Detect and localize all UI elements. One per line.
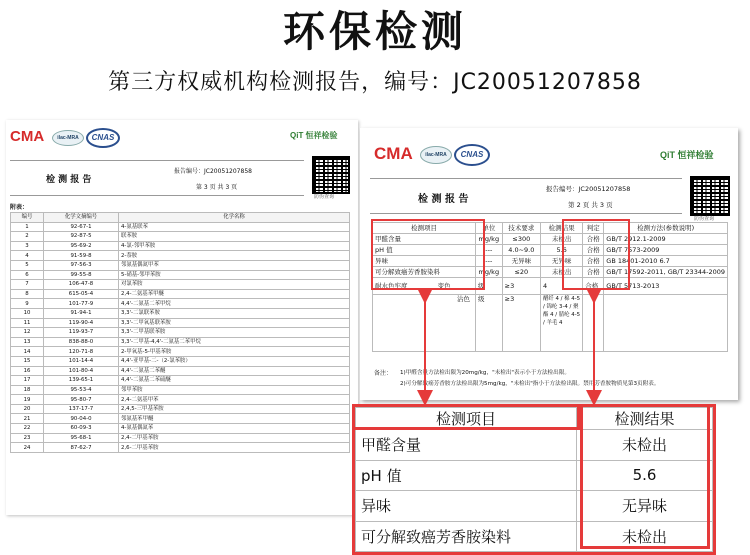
table-cell: 119-93-7	[44, 328, 119, 338]
table-cell: 2	[11, 232, 44, 242]
table-cell: 101-77-9	[44, 299, 119, 309]
col-header-result: 检测结果	[541, 223, 583, 234]
table-cell: 可分解致癌芳香胺染料	[373, 267, 476, 278]
table-cell: 8	[11, 289, 44, 299]
table-cell: 4	[11, 251, 44, 261]
colorfast-item: 耐水色牢度 变色	[373, 278, 476, 295]
note-2: 2)可分解致癌芳香胺方法检出限为5mg/kg，"未检出"指小于方法检出限。禁用芳香胺物质见第3页附表。	[400, 381, 660, 387]
table-cell: 邻氨基苯甲醚	[119, 414, 350, 424]
table-cell: 92-67-1	[44, 222, 119, 232]
table-cell: 60-09-3	[44, 424, 119, 434]
table-cell: GB/T 7573-2009	[604, 245, 728, 256]
table-cell: 无异味	[541, 256, 583, 267]
table-cell: 5.6	[541, 245, 583, 256]
table-cell: 95-68-1	[44, 433, 119, 443]
col-header-item: 检测项目	[373, 223, 476, 234]
table-cell: 17	[11, 376, 44, 386]
table-cell: 101-80-4	[44, 366, 119, 376]
qr-caption: 防伪查询	[694, 216, 715, 222]
table-cell: 无异味	[577, 491, 713, 522]
table-cell: 对氯苯胺	[119, 280, 350, 290]
table-cell: 合格	[583, 234, 604, 245]
table-cell: 95-80-7	[44, 395, 119, 405]
table-cell: 95-69-2	[44, 241, 119, 251]
table-cell: 合格	[583, 256, 604, 267]
table-cell: 6	[11, 270, 44, 280]
table-cell: 4-氨基偶氮苯	[119, 424, 350, 434]
table-cell: 101-14-4	[44, 356, 119, 366]
table-cell: 4-氯-邻甲苯胺	[119, 241, 350, 251]
table-cell: 139-65-1	[44, 376, 119, 386]
table-cell: 2,4-二氨基甲苯	[119, 395, 350, 405]
table-cell: 4-氨基联苯	[119, 222, 350, 232]
qr-caption: 防伪查询	[314, 194, 335, 200]
table-cell: 邻甲苯胺	[119, 385, 350, 395]
col-header-verdict: 判定	[583, 223, 604, 234]
table-cell: 可分解致癌芳香胺染料	[356, 521, 577, 552]
table-cell: 2,6-二甲基苯胺	[119, 443, 350, 453]
table-cell: mg/kg	[475, 234, 502, 245]
table-cell: 2,4-二氨基苯甲醚	[119, 289, 350, 299]
report-number: 报告编号：JC20051207858	[546, 185, 631, 193]
table-cell: ≤20	[502, 267, 540, 278]
table-cell: 未检出	[577, 430, 713, 461]
table-cell: 1	[11, 222, 44, 232]
table-cell: 120-71-8	[44, 347, 119, 357]
table-row: 耐水色牢度 变色 级 ≥3 4 合格 GB/T 5713-2013	[373, 278, 728, 295]
table-cell: ---	[475, 245, 502, 256]
table-cell: 异味	[373, 256, 476, 267]
table-cell: 14	[11, 347, 44, 357]
col-header-no: 编号	[11, 213, 44, 223]
cma-logo: CMA	[374, 144, 413, 163]
table-cell: 2,4,5-三甲基苯胺	[119, 404, 350, 414]
report-title: 检 测 报 告	[46, 175, 92, 185]
table-cell: pH 值	[373, 245, 476, 256]
qit-logo: QiT 恒祥检验	[290, 131, 338, 140]
table-cell: 13	[11, 337, 44, 347]
zoom-results-column-box	[580, 404, 710, 549]
table-cell: 19	[11, 395, 44, 405]
table-cell: 甲醛含量	[356, 430, 577, 461]
table-cell: 95-53-4	[44, 385, 119, 395]
table-cell: 无异味	[502, 256, 540, 267]
table-cell: 91-59-8	[44, 251, 119, 261]
table-cell: 24	[11, 443, 44, 453]
table-cell: 15	[11, 356, 44, 366]
ilac-logo: ilac-MRA	[420, 146, 452, 164]
table-cell: 11	[11, 318, 44, 328]
table-cell: 3,3'-二甲基联苯胺	[119, 328, 350, 338]
table-cell: 5.6	[577, 460, 713, 491]
table-cell: 2,4-二甲基苯胺	[119, 433, 350, 443]
table-cell: 4,4'-亚甲基-二-（2-氯苯胺）	[119, 356, 350, 366]
cnas-logo: CNAS	[454, 144, 490, 166]
report-title: 检 测 报 告	[418, 194, 469, 205]
table-cell: 邻氨基偶氮甲苯	[119, 260, 350, 270]
zoom-col-item: 检测项目	[356, 408, 577, 430]
table-cell: 未检出	[541, 267, 583, 278]
table-cell: ---	[475, 256, 502, 267]
table-cell: 12	[11, 328, 44, 338]
table-cell: 92-87-5	[44, 232, 119, 242]
table-cell: 97-56-3	[44, 260, 119, 270]
page-title: 环保检测	[282, 7, 467, 56]
table-cell: 4,4'-二氨基二苯甲烷	[119, 299, 350, 309]
table-cell: 合格	[583, 267, 604, 278]
table-cell: 未检出	[577, 521, 713, 552]
table-row: 沾色 级 ≥3 醋纤 4 / 棉 4-5 / 锦纶 3-4 / 聚酯 4 / 腈纶 4-5 / 羊毛 4	[373, 295, 728, 352]
table-cell: 10	[11, 308, 44, 318]
table-cell: GB/T 17592-2011, GB/T 23344-2009	[604, 267, 728, 278]
table-cell: 5-硝基-邻甲苯胺	[119, 270, 350, 280]
table-cell: 2-萘胺	[119, 251, 350, 261]
table-cell: 18	[11, 385, 44, 395]
zoom-col-result: 检测结果	[577, 408, 713, 430]
table-cell: 87-62-7	[44, 443, 119, 453]
table-cell: 23	[11, 433, 44, 443]
cma-logo: CMA	[10, 128, 45, 145]
notes-label: 备注：	[374, 370, 393, 377]
table-cell: 21	[11, 414, 44, 424]
page-subtitle: 第三方权威机构检测报告，编号：JC20051207858	[108, 70, 642, 95]
table-cell: 22	[11, 424, 44, 434]
table-cell: 7	[11, 280, 44, 290]
table-cell: mg/kg	[475, 267, 502, 278]
table-cell: 联苯胺	[119, 232, 350, 242]
table-cell: 合格	[583, 245, 604, 256]
table-cell: pH 值	[356, 460, 577, 491]
page-number: 第 3 页 共 3 页	[196, 184, 238, 191]
appendix-label: 附表：	[10, 204, 29, 211]
table-cell: 4.0~9.0	[502, 245, 540, 256]
ilac-logo: ilac-MRA	[52, 130, 84, 146]
table-cell: 16	[11, 366, 44, 376]
report-number: 报告编号：JC20051207858	[174, 168, 252, 175]
col-header-requirement: 技术要求	[502, 223, 540, 234]
table-cell: 3	[11, 241, 44, 251]
zoom-header-box	[352, 404, 580, 430]
page-number: 第 2 页 共 3 页	[568, 201, 613, 209]
table-cell: 2-甲氧基-5-甲基苯胺	[119, 347, 350, 357]
table-cell: 99-55-8	[44, 270, 119, 280]
note-1: 1)甲醛含量方法检出限为20mg/kg，"未检出"表示小于方法检出限。	[400, 370, 570, 376]
table-cell: 20	[11, 404, 44, 414]
col-header-cas: 化学文摘编号	[44, 213, 119, 223]
cnas-logo: CNAS	[86, 128, 120, 148]
table-cell: 5	[11, 260, 44, 270]
table-cell: 90-04-0	[44, 414, 119, 424]
col-header-unit: 单位	[475, 223, 502, 234]
table-cell: 4,4'-二氨基二苯硫醚	[119, 376, 350, 386]
qit-logo: QiT 恒祥检验	[660, 150, 714, 160]
table-cell: 615-05-4	[44, 289, 119, 299]
table-cell: 3,3'-二甲氧基联苯胺	[119, 318, 350, 328]
table-cell: 137-17-7	[44, 404, 119, 414]
table-cell: 91-94-1	[44, 308, 119, 318]
table-cell: GB/T 2912.1-2009	[604, 234, 728, 245]
table-cell: 838-88-0	[44, 337, 119, 347]
table-cell: GB 18401-2010 6.7	[604, 256, 728, 267]
table-cell: 异味	[356, 491, 577, 522]
col-header-method: 检测方法(参数说明)	[604, 223, 728, 234]
table-cell: 3,3'-二氯联苯胺	[119, 308, 350, 318]
table-cell: 3,3'-二甲基-4,4'-二氨基二苯甲烷	[119, 337, 350, 347]
table-cell: 未检出	[541, 234, 583, 245]
table-cell: 106-47-8	[44, 280, 119, 290]
table-cell: 119-90-4	[44, 318, 119, 328]
table-cell: 甲醛含量	[373, 234, 476, 245]
table-cell: 4,4'-二氨基二苯醚	[119, 366, 350, 376]
table-cell: ≤300	[502, 234, 540, 245]
table-cell: 9	[11, 299, 44, 309]
col-header-name: 化学名称	[119, 213, 350, 223]
